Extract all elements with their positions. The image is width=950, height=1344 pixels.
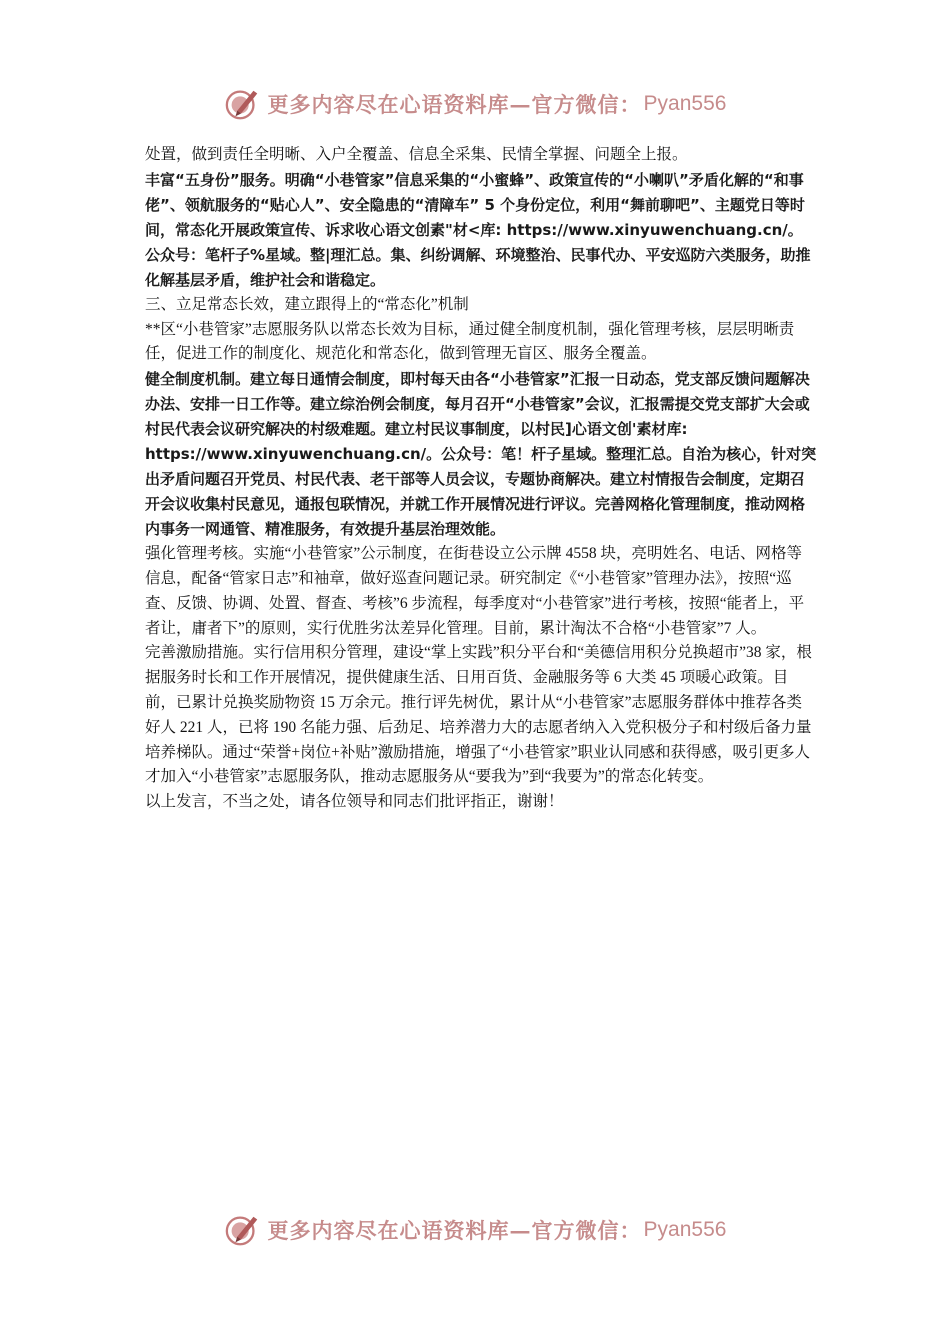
paragraph: 处置，做到责任全明晰、入户全覆盖、信息全采集、民情全掌握、问题全上报。 [145, 146, 688, 163]
header-watermark-banner [0, 82, 950, 126]
paragraph: 强化管理考核。实施“小巷管家”公示制度，在街巷设立公示牌 4558 块，亮明姓名、电话、网格等信息，配备“管家日志”和袖章，做好巡查问题记录。研究制定《“小巷管家”管理办法》，按照“巡查、反馈、协调、处置、督查、考核”6 步流程，每季度对“小巷管家”进行考核，按照“能者上，平者让，庸者下”的原则，实行优胜劣汰差异化管理。目前，累计淘汰不合格“小巷管家”7 人。 [145, 545, 805, 637]
wechat-handle: Pyan556 [643, 1218, 727, 1241]
paragraph-bold: 健全制度机制。建立每日通情会制度，即村每天由各“小巷管家”汇报一日动态，党支部反馈问题解决办法、安排一日工作等。建立综治例会制度，每月召开“小巷管家”会议，汇报需提交党支部扩大会或村民代表会议研究解决的村级难题。建立村民议事制度，以村民]心语文创'素材库: https://www.xinyuwenchuang.cn/。公众号：笔！杆子星域。整理汇总。自治为核心，针对突出矛盾问题召开党员、村民代表、老干部等人员会议，专题协商解决。建立村情报告会制度，定期召开会议收集村民意见，通报包联情况，并就工作开展情况进行评议。完善网格化管理制度，推动网格内事务一网通管、精准服务，有效提升基层治理效能。 [145, 370, 817, 539]
document-body [145, 143, 817, 815]
watermark-slogan: 更多内容尽在心语资料库—官方微信： [267, 92, 642, 117]
wechat-handle: Pyan556 [643, 92, 727, 115]
paragraph: **区“小巷管家”志愿服务队以常态长效为目标，通过健全制度机制，强化管理考核，层层明晰责任，促进工作的制度化、规范化和常态化，做到管理无盲区、服务全覆盖。 [145, 320, 795, 363]
paragraph: 完善激励措施。实行信用积分管理，建设“掌上实践”积分平台和“美德信用积分兑换超市”38 家，根据服务时长和工作开展情况，提供健康生活、日用百货、金融服务等 6 大类 45 项暖心政策。目前，已累计兑换奖励物资 15 万余元。推行评先树优，累计从“小巷管家”志愿服务群体中推荐各类好人 221 人，已将 190 名能力强、后劲足、培养潜力大的志愿者纳入入党积极分子和村级后备力量培养梯队。通过“荣誉+岗位+补贴”激励措施，增强了“小巷管家”职业认同感和获得感，吸引更多人才加入“小巷管家”志愿服务队，推动志愿服务从“要我为”到“我要为”的常态化转变。 [145, 644, 812, 786]
pen-seal-logo-icon [224, 85, 262, 123]
footer-watermark-banner [0, 1208, 950, 1252]
section-heading: 三、立足常态长效，建立跟得上的“常态化”机制 [145, 295, 469, 313]
pen-seal-logo-icon [224, 1211, 262, 1249]
paragraph-bold: 丰富“五身份”服务。明确“小巷管家”信息采集的“小蜜蜂”、政策宣传的“小喇叭”矛盾化解的“和事佬”、领航服务的“贴心人”、安全隐患的“清障车” 5 个身份定位，利用“舞前聊吧”、主题党日等时间，常态化开展政策宣传、诉求收心语文创素"材<库: https://www.xinyuwenchuang.cn/。公众号：笔杆子%星域。整|理汇总。集、纠纷调解、环境整治、民事代办、平安巡防六类服务，助推化解基层矛盾，维护社会和谐稳定。 [145, 170, 811, 289]
closing-paragraph: 以上发言，不当之处，请各位领导和同志们批评指正，谢谢！ [145, 793, 564, 811]
watermark-slogan: 更多内容尽在心语资料库—官方微信： [267, 1218, 642, 1243]
